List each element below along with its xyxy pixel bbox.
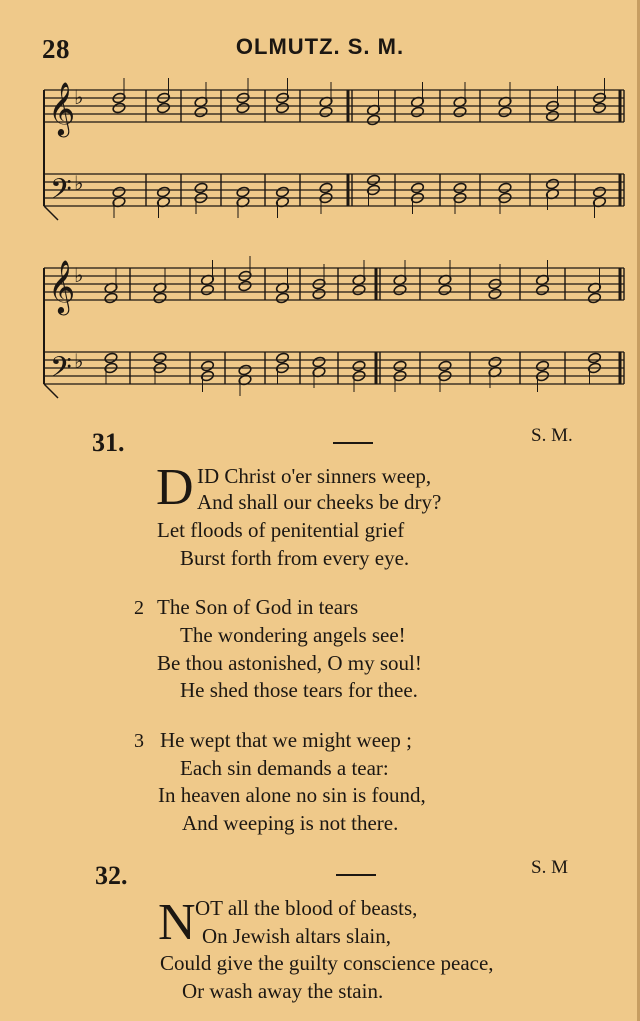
- verse-line: In heaven alone no sin is found,: [158, 783, 426, 807]
- bass-clef-icon: 𝄢: [50, 351, 72, 391]
- tune-title: OLMUTZ. S. M.: [235, 34, 405, 59]
- verse-line: Be thou astonished, O my soul!: [157, 651, 422, 675]
- note-head: [453, 106, 467, 118]
- note-head: [275, 292, 289, 304]
- note-head: [438, 284, 452, 296]
- hymn-number: 31.: [92, 428, 125, 457]
- note-head: [236, 102, 250, 114]
- flat-icon: ♭: [74, 349, 84, 373]
- hymn-divider: [333, 442, 373, 444]
- note-head: [275, 352, 289, 364]
- flat-icon: ♭: [74, 85, 84, 109]
- note-head: [312, 288, 326, 300]
- note-head: [535, 284, 549, 296]
- verse-line: The wondering angels see!: [180, 623, 406, 647]
- verse-line: Could give the guilty conscience peace,: [160, 951, 494, 975]
- drop-cap: D: [156, 459, 194, 516]
- flat-icon: ♭: [74, 263, 84, 287]
- verse-line: Burst forth from every eye.: [180, 546, 410, 570]
- verse-number: 2: [134, 597, 144, 619]
- note-head: [410, 106, 424, 118]
- note-head: [453, 182, 467, 194]
- note-head: [366, 174, 380, 186]
- note-head: [112, 102, 126, 114]
- note-head: [156, 186, 170, 198]
- note-head: [319, 106, 333, 118]
- note-head: [275, 186, 289, 198]
- hymn-meter: S. M.: [531, 425, 573, 446]
- note-head: [545, 178, 559, 190]
- verse-line: He wept that we might weep ;: [160, 728, 412, 752]
- note-head: [112, 186, 126, 198]
- flat-icon: ♭: [74, 171, 84, 195]
- hymn-divider: [336, 874, 376, 876]
- note-head: [587, 352, 601, 364]
- drop-cap: N: [158, 894, 196, 951]
- verse-line: He shed those tears for thee.: [180, 678, 418, 702]
- note-head: [393, 360, 407, 372]
- hymn-meter: S. M: [531, 857, 568, 878]
- note-head: [545, 110, 559, 122]
- note-head: [312, 356, 326, 368]
- note-head: [194, 182, 208, 194]
- note-head: [352, 284, 366, 296]
- note-head: [498, 182, 512, 194]
- music-score: [0, 0, 640, 420]
- note-head: [488, 288, 502, 300]
- note-head: [488, 356, 502, 368]
- verse-line: The Son of God in tears: [157, 595, 359, 619]
- note-head: [156, 102, 170, 114]
- note-head: [194, 106, 208, 118]
- treble-clef-icon: 𝄞: [48, 259, 76, 313]
- note-head: [498, 106, 512, 118]
- note-head: [535, 360, 549, 372]
- note-head: [104, 292, 118, 304]
- note-head: [200, 360, 214, 372]
- note-head: [592, 186, 606, 198]
- hymn-number: 32.: [95, 861, 128, 890]
- verse-line: Or wash away the stain.: [182, 979, 384, 1003]
- verse-line: And weeping is not there.: [182, 811, 399, 835]
- verse-line: Each sin demands a tear:: [180, 756, 389, 780]
- note-head: [352, 360, 366, 372]
- verse-line: ID Christ o'er sinners weep,: [197, 464, 432, 488]
- note-head: [153, 292, 167, 304]
- note-head: [236, 186, 250, 198]
- note-head: [592, 102, 606, 114]
- verse-line: OT all the blood of beasts,: [195, 896, 418, 920]
- note-head: [393, 284, 407, 296]
- verse-number: 3: [134, 730, 144, 752]
- note-head: [410, 182, 424, 194]
- note-head: [200, 284, 214, 296]
- note-head: [238, 280, 252, 292]
- note-head: [238, 364, 252, 376]
- verse-line: On Jewish altars slain,: [202, 924, 391, 948]
- note-head: [319, 182, 333, 194]
- verse-line: And shall our cheeks be dry?: [197, 490, 442, 514]
- note-head: [153, 352, 167, 364]
- note-head: [366, 114, 380, 126]
- verse-line: Let floods of penitential grief: [157, 518, 405, 542]
- treble-clef-icon: 𝄞: [48, 81, 76, 135]
- note-head: [438, 360, 452, 372]
- note-head: [587, 292, 601, 304]
- page-number: 28: [42, 34, 70, 64]
- note-head: [275, 102, 289, 114]
- bass-clef-icon: 𝄢: [50, 173, 72, 213]
- note-head: [104, 352, 118, 364]
